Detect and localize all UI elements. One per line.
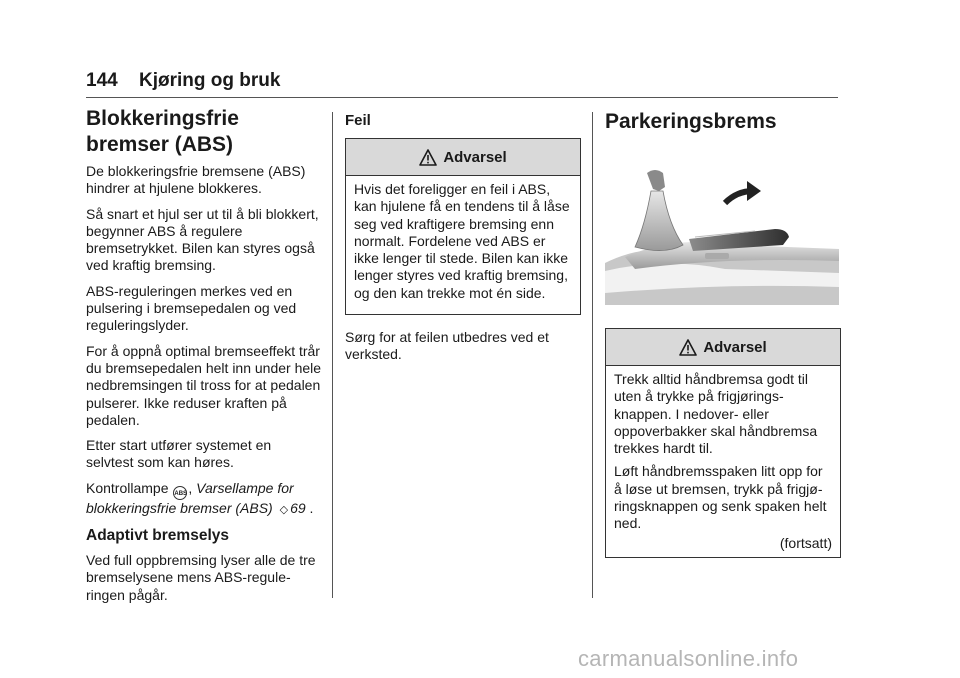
continued-note: (fortsatt) [779,534,832,551]
paragraph: For å oppnå optimal bremseeffekt trår du bremsepedalen helt inn under hele nedbremsingen til tross for at pedalen pulserer. Ikke reduser kraften på pedalen. [86,342,322,428]
warning-title: Advarsel [443,148,507,166]
paragraph: ABS-reguleringen merkes ved en pulsering i bremsepedalen og ved reguleringslyder. [86,282,297,334]
column-parking-brake [605,106,841,568]
header-rule [86,97,838,98]
page-ref-arrow-icon: ◇ [279,503,289,516]
page-header [86,70,280,92]
handbrake-image [605,165,839,305]
control-lamp-prefix: Kontrollampe [86,479,169,496]
section-heading-abs [86,106,322,158]
control-lamp-link[interactable]: Varsellampe for blokkeringsfrie bremser (ABS) [86,479,294,516]
control-lamp-reference: Kontrollampe ABS, Varsellampe for blokkeringsfrie bremser (ABS) ◇ 69 . [86,480,322,519]
heading-line-1: Blokkeringsfrie [86,107,239,130]
abs-lamp-icon: ABS [173,486,187,500]
warning-header [346,139,580,176]
chapter-title: Kjøring og bruk [138,70,281,91]
column-fault [345,106,581,372]
column-abs [86,106,322,612]
warning-triangle-icon [419,149,437,166]
warning-box [605,328,841,558]
control-lamp-page[interactable]: 69 [290,499,306,516]
paragraph: Etter start utfører systemet en selvtest som kan høres. [86,437,272,471]
watermark: carmanualsonline.info [578,646,799,671]
heading-line-2: bremser (ABS) [86,133,234,156]
paragraph: Ved full oppbremsing lyser alle de tre bremselysene mens ABS-regule-ringen pågår. [86,552,316,603]
warning-text: Hvis det foreligger en feil i ABS, kan hjulene få en tendens til å låse seg ved kraftigere bremsing enn normalt. Fordelene ved ABS er ikke lenger til stede. Bilen kan ikke lenger styres ved kraftig bremsing, og den kan trekke mot én side. [354,181,570,301]
section-heading-parking-brake: Parkeringsbrems [605,110,777,133]
paragraph: Sørg for at feilen utbedres ved et verksted. [345,329,549,363]
fault-label: Feil [345,112,371,129]
page-number: 144 [86,70,118,91]
subheading-adaptive-brake-light: Adaptivt bremselys [86,527,229,545]
warning-text: Løft håndbremsspaken litt opp for å løse ut bremsen, trykk på frigjø-ringsknappen og senk spaken helt ned. [614,463,827,532]
warning-text: Trekk alltid håndbremsa godt til uten å trykke på frigjørings-knappen. I nedover- eller oppoverbakker skal håndbremsa trekkes hardt til. [614,371,818,457]
column-divider-2 [592,112,593,598]
handbrake-illustration [605,165,841,310]
column-divider-1 [332,112,333,598]
warning-triangle-icon [679,339,697,356]
paragraph: Så snart et hjul ser ut til å bli blokkert, begynner ABS å regulere bremsetrykket. Bilen kan styres også ved kraftig bremsing. [86,205,319,274]
warning-box [345,138,581,315]
paragraph: De blokkeringsfrie bremsene (ABS) hindrer at hjulene blokkeres. [86,163,306,197]
warning-title: Advarsel [703,338,767,356]
warning-header [606,329,840,366]
